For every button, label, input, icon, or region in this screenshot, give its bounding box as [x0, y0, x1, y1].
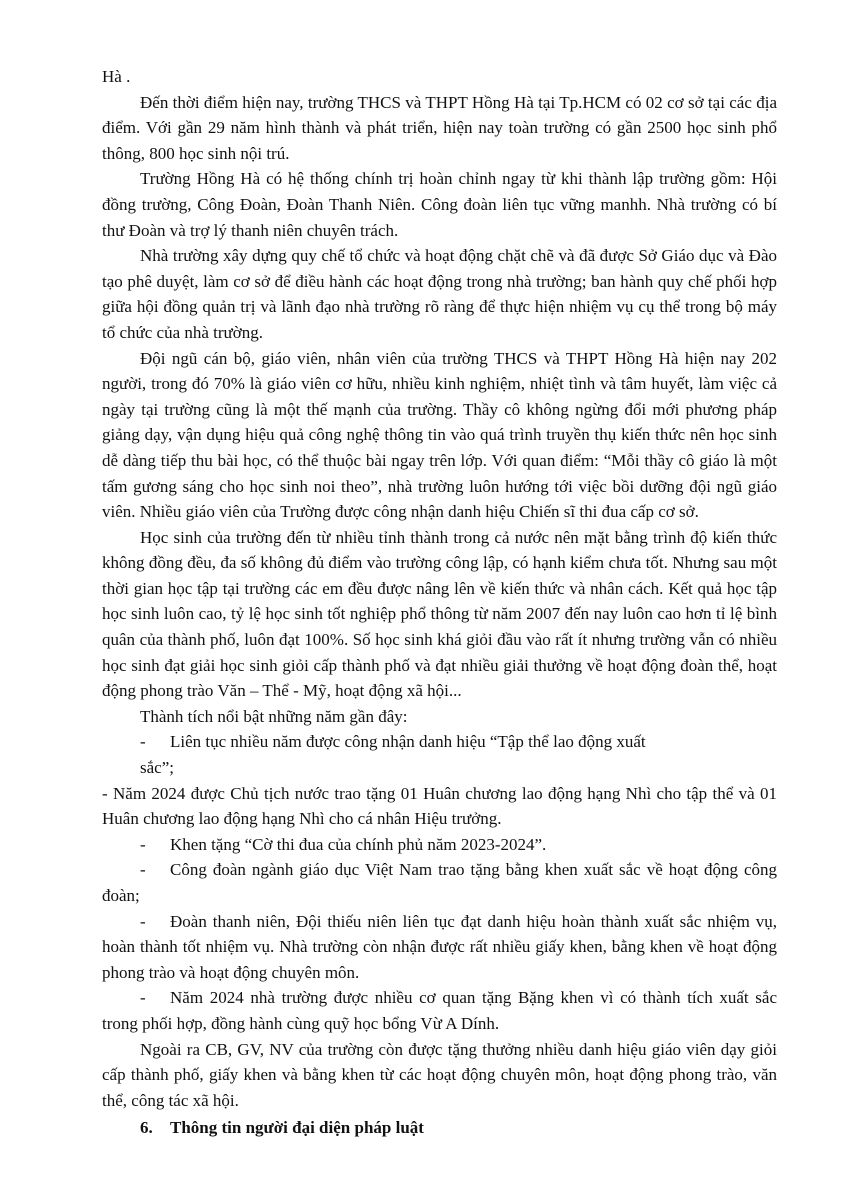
- paragraph-campuses: Đến thời điểm hiện nay, trường THCS và THPT Hồng Hà tại Tp.HCM có 02 cơ sở tại các địa điểm. Với gần 29 năm hình thành và phát triển, hiện nay toàn trường có gần 2500 học sinh phổ thông, 800 học sinh nội trú.: [102, 92, 777, 163]
- section-title: Thông tin người đại diện pháp luật: [170, 1118, 424, 1138]
- paragraph-regulations: Nhà trường xây dựng quy chế tổ chức và hoạt động chặt chẽ và đã được Sở Giáo dục và Đào tạo phê duyệt, làm cơ sở để điều hành các hoạt động trong nhà trường; ban hành quy chế phối hợp giữa hội đồng quản trị và lãnh đạo nhà trường rõ ràng để thực hiện nhiệm vụ cụ thể trong bộ máy tổ chức của nhà trường.: [102, 246, 777, 342]
- achievement-item-4-text: Công đoàn ngành giáo dục Việt Nam trao tặng bằng khen xuất sắc về hoạt động công đoàn;: [102, 860, 777, 905]
- achievement-item-6-text: Năm 2024 nhà trường được nhiều cơ quan tặng Bặng khen vì có thành tích xuất sắc trong phối hợp, đồng hành cùng quỹ học bổng Vừ A Dính.: [102, 988, 777, 1033]
- achievement-item-5-text: Đoàn thanh niên, Đội thiếu niên liên tục đạt danh hiệu hoàn thành xuất sắc nhiệm vụ, hoàn thành tốt nhiệm vụ. Nhà trường còn nhận được rất nhiều giấy khen, bằng khen về hoạt động phong trào và hoạt động chuyên môn.: [102, 911, 777, 982]
- achievement-item-5: [102, 909, 777, 986]
- bullet-dash: -: [140, 732, 146, 752]
- paragraph-political-system: Trường Hồng Hà có hệ thống chính trị hoàn chỉnh ngay từ khi thành lập trường gồm: Hội đồng trường, Công Đoàn, Đoàn Thanh Niên. Công đoàn liên tục vững manhh. Nhà trường có bí thư Đoàn và trợ lý thanh niên chuyên trách.: [102, 169, 777, 240]
- achievement-item-1-line1: Liên tục nhiều năm được công nhận danh hiệu “Tập thể lao động xuất: [170, 732, 646, 752]
- achievement-item-1-line2: sắc”;: [140, 758, 174, 778]
- carry-over-text: Hà .: [102, 67, 131, 86]
- achievement-item-3-text: Khen tặng “Cờ thi đua của chính phủ năm 2023-2024”.: [170, 834, 547, 854]
- document-page: [102, 64, 777, 1141]
- bullet-dash: -: [140, 911, 146, 931]
- achievement-item-2: - Năm 2024 được Chủ tịch nước trao tặng 01 Huân chương lao động hạng Nhì cho tập thể và 01 Huân chương lao động hạng Nhì cho cá nhân Hiệu trưởng.: [102, 783, 777, 829]
- paragraph-achievements-intro: Thành tích nổi bật những năm gần đây:: [140, 706, 408, 726]
- achievement-item-6: [102, 985, 777, 1036]
- bullet-dash: -: [140, 860, 146, 880]
- paragraph-closing: Ngoài ra CB, GV, NV của trường còn được tặng thưởng nhiều danh hiệu giáo viên dạy giỏi cấp thành phố, giấy khen và bằng khen từ các hoạt động chuyên môn, hoạt động phong trào, văn thể, công tác xã hội.: [102, 1039, 777, 1110]
- achievement-item-4: [102, 857, 777, 908]
- achievement-item-1: [102, 729, 777, 780]
- paragraph-staff: Đội ngũ cán bộ, giáo viên, nhân viên của trường THCS và THPT Hồng Hà hiện nay 202 người, trong đó 70% là giáo viên cơ hữu, nhiều kinh nghiệm, nhiệt tình và tâm huyết, làm việc cả ngày tại trường cũng là một thế mạnh của trường. Thầy cô không ngừng đổi mới phương pháp giảng dạy, vận dụng hiệu quả công nghệ thông tin vào quá trình truyền thụ kiến thức nên học sinh dễ dàng tiếp thu bài học, có thể thuộc bài ngay trên lớp. Với quan điểm: “Mỗi thầy cô giáo là một tấm gương sáng cho học sinh noi theo”, nhà trường luôn hướng tới việc bồi dưỡng đội ngũ giáo viên. Nhiều giáo viên của Trường được công nhận danh hiệu Chiến sĩ thi đua cấp cơ sở.: [102, 348, 777, 522]
- bullet-dash: -: [140, 988, 146, 1008]
- section-heading: [102, 1115, 777, 1141]
- achievement-list: [102, 729, 777, 1036]
- bullet-dash: -: [140, 834, 146, 854]
- paragraph-students: Học sinh của trường đến từ nhiều tỉnh thành trong cả nước nên mặt bằng trình độ kiến thức không đồng đều, đa số không đủ điểm vào trường công lập, có hạnh kiểm chưa tốt. Nhưng sau một thời gian học tập tại trường các em đều được nâng lên về kiến thức và nhân cách. Kết quả học tập học sinh luôn cao, tỷ lệ học sinh tốt nghiệp phổ thông từ năm 2007 đến nay luôn cao hơn tỉ lệ bình quân của thành phố, luôn đạt 100%. Số học sinh khá giỏi đầu vào rất ít nhưng trường vẫn có nhiều học sinh đạt giải học sinh giỏi cấp thành phố và đạt nhiều giải thưởng về hoạt động đoàn thể, hoạt động phong trào Văn – Thể - Mỹ, hoạt động xã hội...: [102, 527, 777, 701]
- achievement-item-3: [102, 832, 777, 858]
- section-number: 6.: [140, 1118, 153, 1138]
